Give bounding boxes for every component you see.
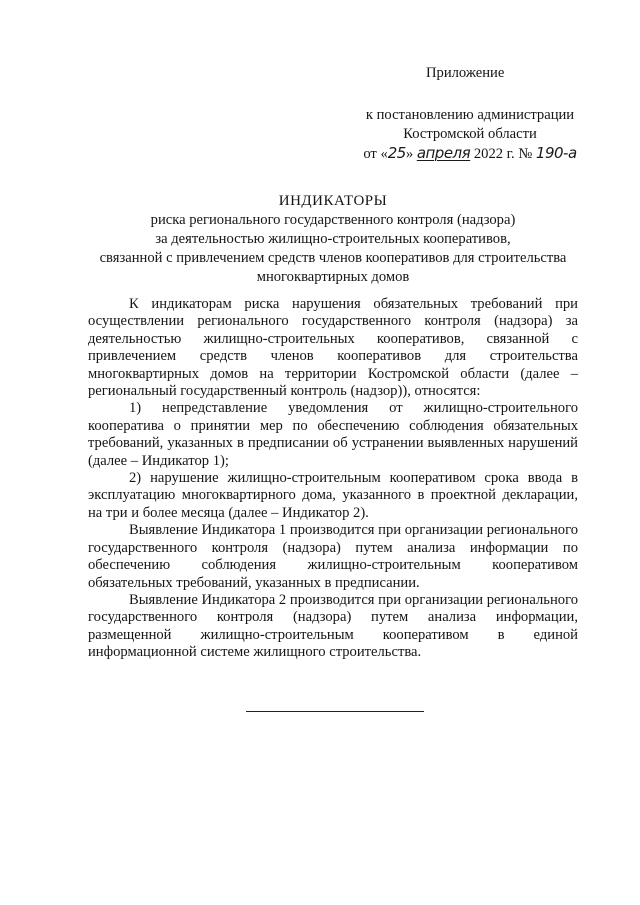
paragraph-detection-1: Выявление Индикатора 1 производится при организации регионального государственного контроля (надзора) путем анализа информации по обеспечению соблюдения жилищно-строительным кооперативом обязательных требований, указанных в предписании. (88, 522, 578, 591)
document-body (88, 296, 578, 662)
handwritten-month: апреля (416, 144, 471, 162)
date-prefix: от « (363, 146, 388, 162)
title-line-3: связанной с привлечением средств членов кооперативов для строительства (99, 250, 567, 266)
appendix-line-resolution: к постановлению администрации (365, 107, 575, 123)
paragraph-intro: К индикаторам риска нарушения обязательных требований при осуществлении регионального государственного контроля (надзора) за деятельностью жилищно-строительных кооперативов, связанной с привлечением средств членов кооперативов для строительства многоквартирных домов на территории Костромской области (далее – региональный государственный контроль (надзор)), относятся: (88, 296, 578, 400)
appendix-line-region: Костромской области (403, 126, 537, 142)
date-year: 2022 г. № (473, 146, 533, 162)
end-divider (246, 711, 424, 712)
handwritten-day: 25 (387, 144, 406, 162)
appendix-label: Приложение (426, 65, 505, 81)
paragraph-indicator-1: 1) непредставление уведомления от жилищно-строительного кооператива о принятии мер по обеспечению соблюдения обязательных требований, указанных в предписании об устранении выявленных нарушений (далее – Индикатор 1); (88, 400, 578, 469)
title-heading: ИНДИКАТОРЫ (278, 193, 388, 209)
title-line-1: риска регионального государственного контроля (надзора) (150, 212, 516, 228)
paragraph-indicator-2: 2) нарушение жилищно-строительным кооперативом срока ввода в эксплуатацию многоквартирного дома, указанного в проектной декларации, на три и более месяца (далее – Индикатор 2). (88, 470, 578, 521)
document-title (88, 192, 578, 287)
title-line-2: за деятельностью жилищно-строительных кооперативов, (155, 231, 511, 247)
paragraph-detection-2: Выявление Индикатора 2 производится при организации регионального государственного контроля (надзора) путем анализа информации, размещенной жилищно-строительным кооперативом в единой информационной системе жилищного строительства. (88, 591, 578, 661)
handwritten-number: 190-а (535, 144, 577, 162)
appendix-date-line (360, 144, 580, 164)
title-line-4: многоквартирных домов (256, 269, 410, 285)
date-mid: » (405, 146, 414, 162)
